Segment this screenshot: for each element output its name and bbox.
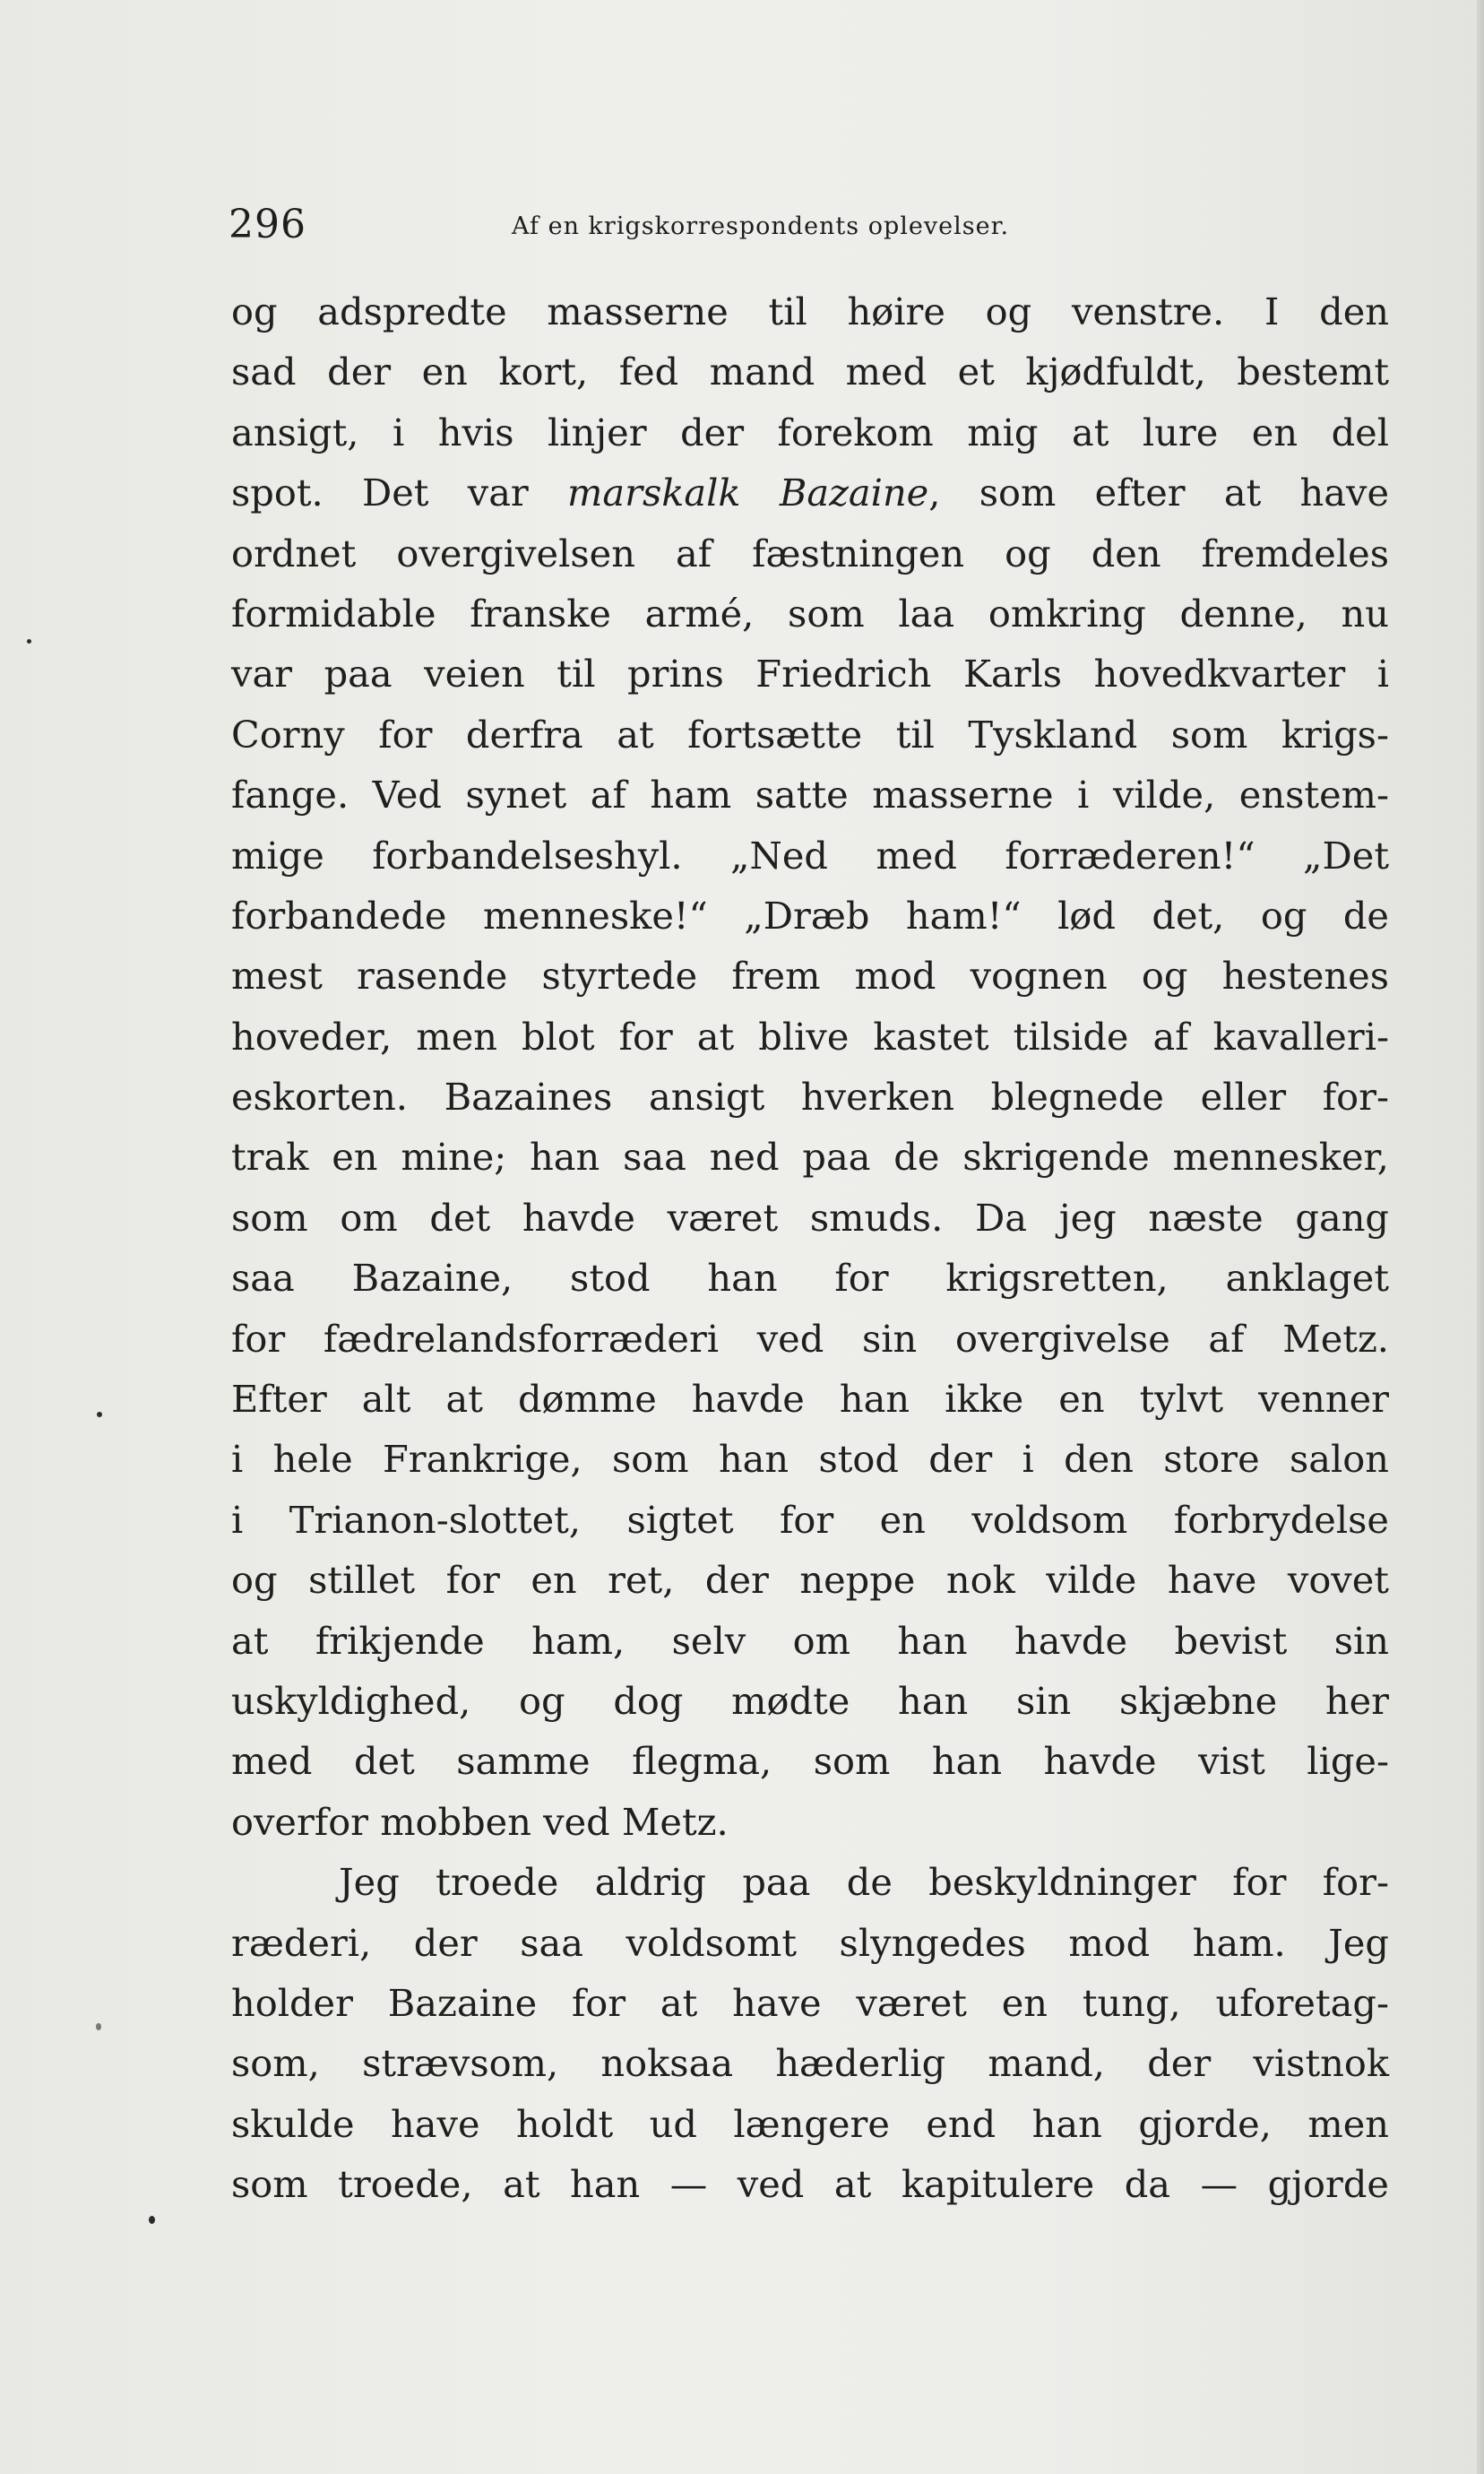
text-line: i Trianon-slottet, sigtet for en voldsom forbrydelse [231, 1497, 1389, 1542]
text-line: eskorten. Bazaines ansigt hverken blegnede eller for- [231, 1075, 1389, 1120]
paragraph [231, 1852, 1389, 2214]
print-speck [97, 1412, 102, 1417]
text-line: overfor mobben ved Metz. [231, 1799, 729, 1844]
text-line: og adspredte masserne til høire og venstre. I den [231, 290, 1389, 333]
text-line: som, strævsom, noksaa hæderlig mand, der vistnok [231, 2041, 1389, 2086]
text-line: og stillet for en ret, der neppe nok vilde have vovet [231, 1558, 1389, 1603]
page-number: 296 [229, 202, 306, 247]
text-line: trak en mine; han saa ned paa de skrigende mennesker, [231, 1135, 1389, 1180]
text-line: Jeg troede aldrig paa de beskyldninger for for- [339, 1860, 1389, 1905]
text-line: hoveder, men blot for at blive kastet tilside af kavalleri- [231, 1014, 1389, 1059]
text-line: ansigt, i hvis linjer der forekom mig at lure en del [231, 410, 1389, 454]
text-line: sad der en kort, fed mand med et kjødfuldt, bestemt [231, 350, 1389, 394]
text-line: formidable franske armé, som laa omkring denne, nu [231, 591, 1389, 636]
text-line [231, 463, 1389, 523]
text-line: uskyldighed, og dog mødte han sin skjæbne her [231, 1678, 1389, 1723]
italic-name: marskalk Bazaine [567, 471, 929, 515]
text-line: var paa veien til prins Friedrich Karls hovedkvarter i [231, 652, 1389, 696]
print-speck [96, 2023, 101, 2030]
text-line: i hele Frankrige, som han stod der i den store salon [231, 1437, 1389, 1482]
text-line: fange. Ved synet af ham satte masserne i vilde, enstem- [231, 773, 1389, 817]
text-line: skulde have holdt ud længere end han gjorde, men [231, 2101, 1389, 2146]
page-edge [1477, 0, 1484, 2474]
text-line: saa Bazaine, stod han for krigsretten, anklaget [231, 1256, 1389, 1301]
text-line: holder Bazaine for at have været en tung, uforetag- [231, 1980, 1389, 2025]
text-line: forbandede menneske!“ „Dræb ham!“ lød det, og de [231, 893, 1389, 938]
print-speck [27, 639, 31, 644]
text-line: Efter alt at dømme havde han ikke en tylvt venner [231, 1377, 1389, 1422]
text-line: mige forbandelseshyl. „Ned med forræderen!“ „Det [231, 833, 1389, 878]
print-speck [149, 2216, 155, 2224]
text-line: Corny for derfra at fortsætte til Tyskland som krigs- [231, 712, 1389, 757]
text-line: mest rasende styrtede frem mod vognen og hestenes [231, 954, 1389, 999]
text-line: ræderi, der saa voldsomt slyngedes mod ham. Jeg [231, 1920, 1389, 1965]
paragraph [231, 281, 1389, 1852]
text-line: ordnet overgivelsen af fæstningen og den fremdeles [231, 531, 1389, 575]
page-header [229, 202, 1393, 255]
text-line: at frikjende ham, selv om han havde bevist sin [231, 1618, 1389, 1663]
text-line: med det samme flegma, som han havde vist lige- [231, 1739, 1389, 1784]
body-text [231, 281, 1389, 2215]
text-line: som om det havde været smuds. Da jeg næste gang [231, 1195, 1389, 1240]
text-segment: spot. Det var [231, 471, 568, 515]
text-line: som troede, at han — ved at kapitulere da — gjorde [231, 2162, 1389, 2207]
running-head: Af en krigskorrespondents oplevelser. [512, 212, 1010, 240]
text-line: for fædrelandsforræderi ved sin overgivelse af Metz. [231, 1316, 1389, 1361]
text-segment: , som efter at have [928, 471, 1390, 515]
